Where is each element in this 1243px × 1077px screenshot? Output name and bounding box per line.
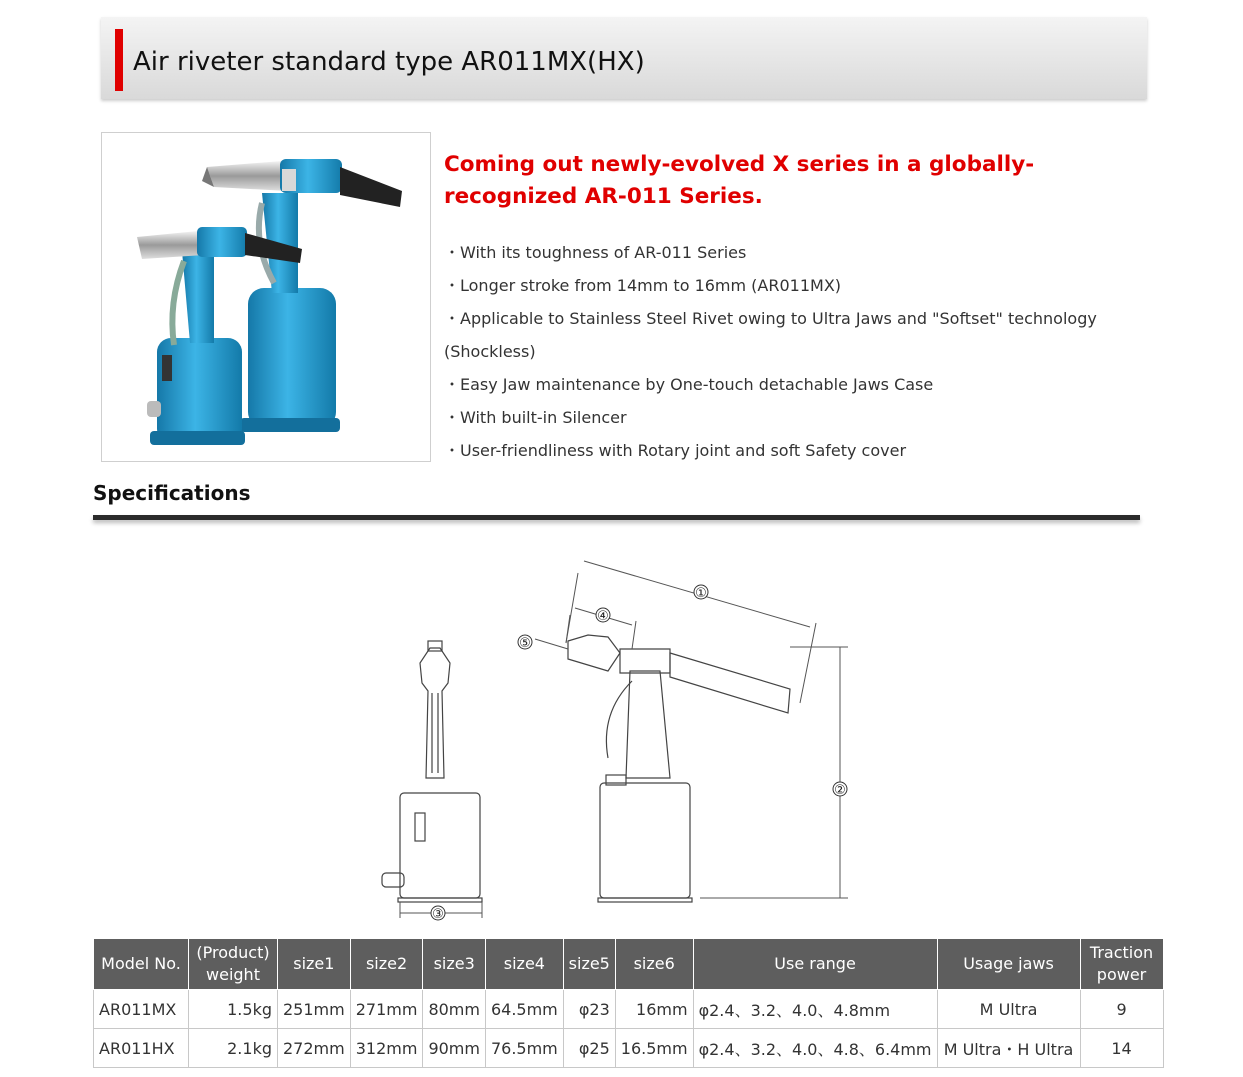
table-row [94, 1029, 1164, 1068]
dimension-label-1: ① [695, 586, 707, 601]
dimension-label-3: ③ [432, 907, 444, 922]
title-bar [101, 17, 1147, 99]
cell-size2: 312mm [350, 1029, 423, 1068]
dimension-label-2: ② [834, 783, 846, 798]
column-header: size4 [485, 939, 563, 990]
cell-model: AR011HX [94, 1029, 189, 1068]
feature-item: ・User-friendliness with Rotary joint and soft Safety cover [444, 441, 907, 460]
column-header: Use range [693, 939, 937, 990]
cell-model: AR011MX [94, 990, 189, 1029]
column-header: size3 [423, 939, 486, 990]
dimension-label-4: ④ [597, 609, 609, 624]
cell-weight: 2.1kg [189, 1029, 278, 1068]
table-row [94, 990, 1164, 1029]
cell-size4: 64.5mm [485, 990, 563, 1029]
riveter-photo-illustration [102, 133, 430, 461]
column-header: size6 [615, 939, 693, 990]
cell-size3: 90mm [423, 1029, 486, 1068]
feature-list [444, 236, 1144, 467]
cell-use-range: φ2.4、3.2、4.0、4.8mm [693, 990, 937, 1029]
cell-usage-jaws: M Ultra [937, 990, 1080, 1029]
title-accent-bar [115, 29, 123, 91]
column-header: size2 [350, 939, 423, 990]
cell-size6: 16mm [615, 990, 693, 1029]
cell-size2: 271mm [350, 990, 423, 1029]
column-header: Traction power [1080, 939, 1163, 990]
product-photo [101, 132, 431, 462]
specifications-heading: Specifications [93, 481, 251, 505]
feature-item: ・With built-in Silencer [444, 408, 627, 427]
column-header: size5 [563, 939, 615, 990]
cell-size5: φ25 [563, 1029, 615, 1068]
dimension-diagram [370, 553, 870, 928]
specifications-table [93, 938, 1164, 1068]
feature-item: ・With its toughness of AR-011 Series [444, 243, 747, 262]
feature-item: ・Longer stroke from 14mm to 16mm (AR011MX) [444, 276, 842, 295]
cell-size1: 272mm [278, 1029, 351, 1068]
section-divider [93, 515, 1140, 520]
feature-item: ・Easy Jaw maintenance by One-touch detachable Jaws Case [444, 375, 934, 394]
dimension-label-5: ⑤ [519, 636, 531, 651]
column-header: Model No. [94, 939, 189, 990]
cell-use-range: φ2.4、3.2、4.0、4.8、6.4mm [693, 1029, 937, 1068]
feature-item: ・Applicable to Stainless Steel Rivet owing to Ultra Jaws and "Softset" technology (Shockless) [444, 309, 1097, 361]
column-header: size1 [278, 939, 351, 990]
headline: Coming out newly-evolved X series in a globally-recognized AR-011 Series. [444, 152, 1035, 209]
column-header: (Product) weight [189, 939, 278, 990]
cell-size1: 251mm [278, 990, 351, 1029]
cell-weight: 1.5kg [189, 990, 278, 1029]
cell-size3: 80mm [423, 990, 486, 1029]
cell-size5: φ23 [563, 990, 615, 1029]
cell-traction-power: 9 [1080, 990, 1163, 1029]
page-title: Air riveter standard type AR011MX(HX) [133, 47, 645, 77]
cell-traction-power: 14 [1080, 1029, 1163, 1068]
cell-usage-jaws: M Ultra・H Ultra [937, 1029, 1080, 1068]
cell-size6: 16.5mm [615, 1029, 693, 1068]
table-header-row [94, 939, 1164, 990]
cell-size4: 76.5mm [485, 1029, 563, 1068]
column-header: Usage jaws [937, 939, 1080, 990]
